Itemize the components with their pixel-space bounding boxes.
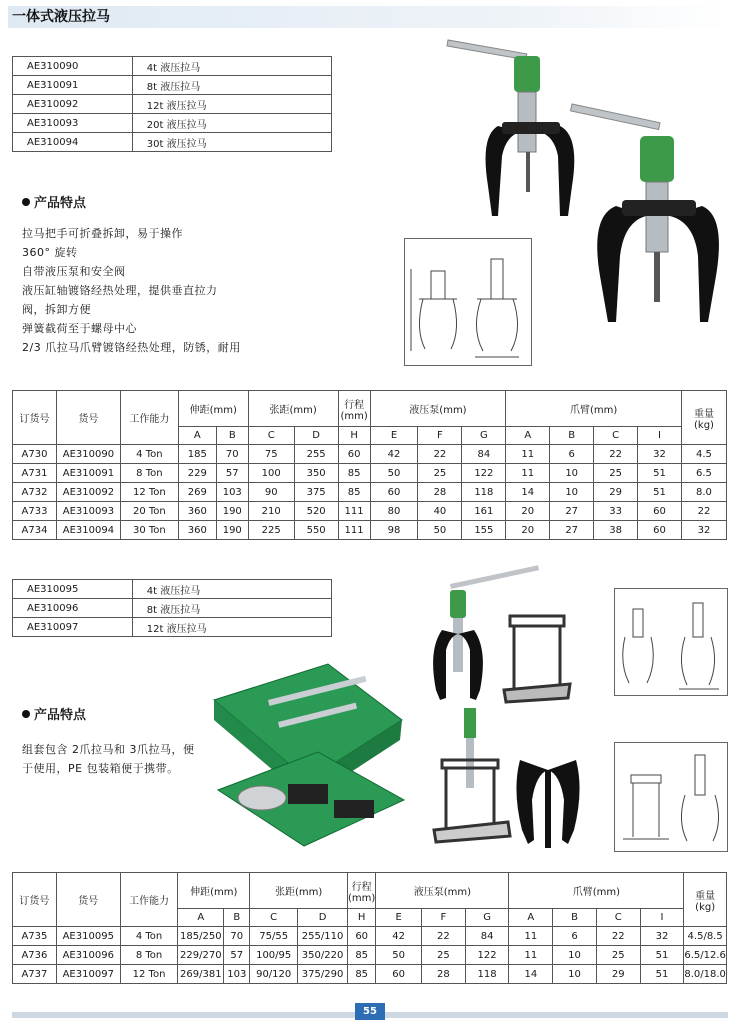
table-cell: 25 xyxy=(422,946,466,965)
header-text: (mm) xyxy=(348,892,376,904)
subheader-cell: A xyxy=(178,427,216,445)
subheader-cell: B xyxy=(224,909,250,927)
table-cell: 75 xyxy=(248,445,294,464)
model-code: AE310091 xyxy=(13,76,133,95)
table-cell: AE310096 xyxy=(56,946,120,965)
table-cell: 85 xyxy=(348,946,376,965)
table-cell: 98 xyxy=(370,521,418,540)
table-cell: 8 Ton xyxy=(120,464,178,483)
table-cell: 50 xyxy=(370,464,418,483)
table-cell: 22 xyxy=(422,927,466,946)
table-row xyxy=(13,464,727,483)
table-cell: 4 Ton xyxy=(120,927,178,946)
puller-set-photo xyxy=(420,560,600,860)
table-cell: 229/270 xyxy=(178,946,224,965)
model-code: AE310093 xyxy=(13,114,133,133)
feature-line: 于使用，PE 包装箱便于携带。 xyxy=(22,762,179,775)
subheader-cell: B xyxy=(550,427,594,445)
table-cell: 14 xyxy=(509,965,553,984)
table-cell: 33 xyxy=(594,502,638,521)
model-row xyxy=(13,95,332,114)
bullet-icon xyxy=(22,198,30,206)
header-cell: 爪臂(mm) xyxy=(509,873,684,909)
table-cell: 60 xyxy=(338,445,370,464)
header-cell: 工作能力 xyxy=(120,873,178,927)
header-cell: 液压泵(mm) xyxy=(376,873,509,909)
table-cell: AE310094 xyxy=(56,521,120,540)
table-cell: 122 xyxy=(465,946,509,965)
model-code: AE310095 xyxy=(13,580,133,599)
features-heading-top: 产品特点 xyxy=(22,192,86,211)
table-cell: 90 xyxy=(248,483,294,502)
technical-drawing-top xyxy=(404,238,532,366)
table-cell: AE310097 xyxy=(56,965,120,984)
table-cell: 269 xyxy=(178,483,216,502)
features-list-top xyxy=(22,224,352,357)
table-cell: 27 xyxy=(550,502,594,521)
table-cell: 11 xyxy=(506,464,550,483)
table-cell: 84 xyxy=(462,445,506,464)
table-cell: 29 xyxy=(594,483,638,502)
subheader-cell: G xyxy=(462,427,506,445)
table-row xyxy=(13,483,727,502)
table-cell: 190 xyxy=(216,521,248,540)
table-cell: 20 xyxy=(506,521,550,540)
table-cell: 28 xyxy=(418,483,462,502)
table-cell: 32 xyxy=(681,521,726,540)
header-cell: 订货号 xyxy=(13,873,57,927)
table-cell: A735 xyxy=(13,927,57,946)
model-desc: 4t 液压拉马 xyxy=(132,580,331,599)
table-cell: 75/55 xyxy=(250,927,298,946)
header-cell xyxy=(681,391,726,445)
table-cell: 50 xyxy=(376,946,422,965)
table-cell: 4.5/8.5 xyxy=(684,927,727,946)
table-row xyxy=(13,445,727,464)
dimension-drawing-icon xyxy=(615,589,727,695)
table-cell: 14 xyxy=(506,483,550,502)
subheader-cell: C xyxy=(596,909,640,927)
feature-line: 液压缸轴镀铬经热处理，提供垂直拉力 xyxy=(22,284,218,297)
model-row xyxy=(13,580,332,599)
table-cell: 360 xyxy=(178,502,216,521)
table-cell: 111 xyxy=(338,502,370,521)
model-row xyxy=(13,114,332,133)
feature-line: 拉马把手可折叠拆卸，易于操作 xyxy=(22,227,183,240)
subheader-cell: A xyxy=(178,909,224,927)
subheader-cell: H xyxy=(338,427,370,445)
subheader-cell: I xyxy=(638,427,682,445)
header-text: 行程 xyxy=(351,881,372,893)
table-cell: 185 xyxy=(178,445,216,464)
table-cell: 25 xyxy=(594,464,638,483)
table-cell: 51 xyxy=(638,483,682,502)
table-row xyxy=(13,946,727,965)
table-cell: A737 xyxy=(13,965,57,984)
header-cell: 货号 xyxy=(56,391,120,445)
table-cell: AE310095 xyxy=(56,927,120,946)
table-row xyxy=(13,502,727,521)
subheader-cell: F xyxy=(418,427,462,445)
table-cell: AE310091 xyxy=(56,464,120,483)
table-cell: 85 xyxy=(348,965,376,984)
table-cell: 269/381 xyxy=(178,965,224,984)
kit-case-photo xyxy=(208,660,408,850)
table-cell: 70 xyxy=(224,927,250,946)
table-cell: 190 xyxy=(216,502,248,521)
table-cell: 84 xyxy=(465,927,509,946)
page-title: 一体式液压拉马 xyxy=(12,9,110,25)
table-cell: 550 xyxy=(294,521,338,540)
table-cell: A732 xyxy=(13,483,57,502)
table-cell: 375/290 xyxy=(298,965,348,984)
table-cell: AE310093 xyxy=(56,502,120,521)
header-text: (kg) xyxy=(695,901,716,913)
table-cell: 85 xyxy=(338,464,370,483)
subheader-cell: B xyxy=(553,909,597,927)
table-cell: 161 xyxy=(462,502,506,521)
table-row xyxy=(13,927,727,946)
header-row xyxy=(13,391,727,427)
subheader-cell: D xyxy=(298,909,348,927)
table-cell: 50 xyxy=(418,521,462,540)
table-cell: 8.0 xyxy=(681,483,726,502)
table-cell: 57 xyxy=(224,946,250,965)
table-cell: 350/220 xyxy=(298,946,348,965)
table-cell: 6 xyxy=(550,445,594,464)
table-cell: 11 xyxy=(506,445,550,464)
table-cell: 60 xyxy=(638,502,682,521)
table-cell: 25 xyxy=(596,946,640,965)
model-row xyxy=(13,133,332,152)
table-cell: 25 xyxy=(418,464,462,483)
table-cell: 38 xyxy=(594,521,638,540)
table-cell: 30 Ton xyxy=(120,521,178,540)
table-cell: AE310092 xyxy=(56,483,120,502)
model-code: AE310096 xyxy=(13,599,133,618)
subheader-cell: F xyxy=(422,909,466,927)
table-cell: 4.5 xyxy=(681,445,726,464)
feature-line: 360° 旋转 xyxy=(22,246,78,259)
model-code: AE310094 xyxy=(13,133,133,152)
technical-drawing-bottom xyxy=(614,742,728,852)
header-cell: 货号 xyxy=(56,873,120,927)
table-cell: 28 xyxy=(422,965,466,984)
subheader-cell: E xyxy=(370,427,418,445)
header-cell: 伸距(mm) xyxy=(178,873,250,909)
table-cell: 350 xyxy=(294,464,338,483)
subheader-cell: E xyxy=(376,909,422,927)
table-cell: 255/110 xyxy=(298,927,348,946)
table-cell: 22 xyxy=(418,445,462,464)
feature-line: 2/3 爪拉马爪臂镀铬经热处理，防锈，耐用 xyxy=(22,341,241,354)
table-cell: 225 xyxy=(248,521,294,540)
table-cell: 12 Ton xyxy=(120,965,178,984)
table-cell: 210 xyxy=(248,502,294,521)
header-text: 重量 xyxy=(695,890,716,902)
model-row xyxy=(13,618,332,637)
model-code: AE310090 xyxy=(13,57,133,76)
table-cell: 70 xyxy=(216,445,248,464)
table-cell: 11 xyxy=(509,927,553,946)
page-number: 55 xyxy=(355,1003,385,1020)
model-desc: 30t 液压拉马 xyxy=(132,133,331,152)
feature-line: 阀，拆卸方便 xyxy=(22,303,91,316)
table-cell: 229 xyxy=(178,464,216,483)
header-text: 行程 xyxy=(344,399,365,411)
table-cell: 10 xyxy=(553,946,597,965)
bullet-icon xyxy=(22,710,30,718)
header-row xyxy=(13,873,727,909)
table-cell: 375 xyxy=(294,483,338,502)
table-cell: 8 Ton xyxy=(120,946,178,965)
table-cell: A731 xyxy=(13,464,57,483)
table-cell: 60 xyxy=(348,927,376,946)
table-cell: A730 xyxy=(13,445,57,464)
table-cell: 100/95 xyxy=(250,946,298,965)
table-cell: 10 xyxy=(553,965,597,984)
table-cell: 12 Ton xyxy=(120,483,178,502)
table-cell: 22 xyxy=(681,502,726,521)
small-puller-image xyxy=(447,40,574,216)
table-cell: 11 xyxy=(509,946,553,965)
table-cell: 360 xyxy=(178,521,216,540)
header-cell xyxy=(684,873,727,927)
table-cell: 60 xyxy=(370,483,418,502)
dimension-drawing-icon xyxy=(405,239,531,365)
header-cell: 伸距(mm) xyxy=(178,391,248,427)
table-cell: 42 xyxy=(376,927,422,946)
model-row xyxy=(13,599,332,618)
header-cell: 工作能力 xyxy=(120,391,178,445)
table-cell: 85 xyxy=(338,483,370,502)
table-cell: 4 Ton xyxy=(120,445,178,464)
subheader-cell: C xyxy=(594,427,638,445)
technical-drawing-mid xyxy=(614,588,728,696)
model-row xyxy=(13,57,332,76)
subheader-cell: A xyxy=(506,427,550,445)
spec-table-bottom xyxy=(12,872,727,984)
features-heading-bottom: 产品特点 xyxy=(22,704,86,723)
table-cell: 80 xyxy=(370,502,418,521)
header-cell: 订货号 xyxy=(13,391,57,445)
subheader-cell: H xyxy=(348,909,376,927)
table-cell: 40 xyxy=(418,502,462,521)
table-cell: 90/120 xyxy=(250,965,298,984)
title-bar xyxy=(8,6,728,28)
table-cell: 118 xyxy=(462,483,506,502)
header-text: (kg) xyxy=(694,419,714,431)
table-cell: 32 xyxy=(640,927,684,946)
table-cell: 51 xyxy=(640,946,684,965)
table-cell: A733 xyxy=(13,502,57,521)
table-cell: 6.5 xyxy=(681,464,726,483)
table-cell: 111 xyxy=(338,521,370,540)
header-cell: 爪臂(mm) xyxy=(506,391,682,427)
header-cell: 张距(mm) xyxy=(250,873,348,909)
table-cell: 103 xyxy=(216,483,248,502)
spec-table-top xyxy=(12,390,727,540)
table-cell: 6.5/12.6 xyxy=(684,946,727,965)
table-row xyxy=(13,521,727,540)
model-desc: 20t 液压拉马 xyxy=(132,114,331,133)
table-cell: 57 xyxy=(216,464,248,483)
header-cell xyxy=(338,391,370,427)
subheader-cell: A xyxy=(509,909,553,927)
table-cell: 520 xyxy=(294,502,338,521)
table-cell: 51 xyxy=(640,965,684,984)
table-cell: 42 xyxy=(370,445,418,464)
table-cell: 27 xyxy=(550,521,594,540)
table-cell: 103 xyxy=(224,965,250,984)
subheader-cell: C xyxy=(250,909,298,927)
table-cell: 185/250 xyxy=(178,927,224,946)
table-cell: 22 xyxy=(596,927,640,946)
table-cell: AE310090 xyxy=(56,445,120,464)
table-cell: 51 xyxy=(638,464,682,483)
model-desc: 4t 液压拉马 xyxy=(132,57,331,76)
large-puller-image xyxy=(571,104,719,322)
subheader-cell: G xyxy=(465,909,509,927)
subheader-cell: D xyxy=(294,427,338,445)
table-cell: 60 xyxy=(638,521,682,540)
table-cell: 29 xyxy=(596,965,640,984)
model-desc: 12t 液压拉马 xyxy=(132,618,331,637)
table-cell: 8.0/18.0 xyxy=(684,965,727,984)
table-cell: 6 xyxy=(553,927,597,946)
header-cell: 液压泵(mm) xyxy=(370,391,506,427)
subheader-cell: B xyxy=(216,427,248,445)
table-cell: 10 xyxy=(550,483,594,502)
model-list-top xyxy=(12,56,332,152)
header-cell xyxy=(348,873,376,909)
table-cell: 118 xyxy=(465,965,509,984)
model-list-bottom xyxy=(12,579,332,637)
feature-line: 自带液压泵和安全阀 xyxy=(22,265,126,278)
header-text: (mm) xyxy=(340,410,368,422)
model-desc: 8t 液压拉马 xyxy=(132,599,331,618)
header-text: 重量 xyxy=(693,408,714,420)
model-row xyxy=(13,76,332,95)
table-cell: 20 Ton xyxy=(120,502,178,521)
table-cell: A736 xyxy=(13,946,57,965)
header-cell: 张距(mm) xyxy=(248,391,338,427)
features-list-bottom xyxy=(22,740,222,778)
table-cell: 122 xyxy=(462,464,506,483)
subheader-cell: C xyxy=(248,427,294,445)
table-cell: 10 xyxy=(550,464,594,483)
table-cell: 100 xyxy=(248,464,294,483)
table-cell: 22 xyxy=(594,445,638,464)
table-cell: 20 xyxy=(506,502,550,521)
table-cell: 32 xyxy=(638,445,682,464)
subheader-cell: I xyxy=(640,909,684,927)
model-desc: 12t 液压拉马 xyxy=(132,95,331,114)
table-cell: 155 xyxy=(462,521,506,540)
table-cell: A734 xyxy=(13,521,57,540)
feature-line: 组套包含 2爪拉马和 3爪拉马，便 xyxy=(22,743,195,756)
dimension-drawing-icon xyxy=(615,743,727,851)
model-code: AE310097 xyxy=(13,618,133,637)
table-cell: 60 xyxy=(376,965,422,984)
feature-line: 弹簧截荷至于螺母中心 xyxy=(22,322,137,335)
table-cell: 255 xyxy=(294,445,338,464)
model-desc: 8t 液压拉马 xyxy=(132,76,331,95)
table-row xyxy=(13,965,727,984)
model-code: AE310092 xyxy=(13,95,133,114)
